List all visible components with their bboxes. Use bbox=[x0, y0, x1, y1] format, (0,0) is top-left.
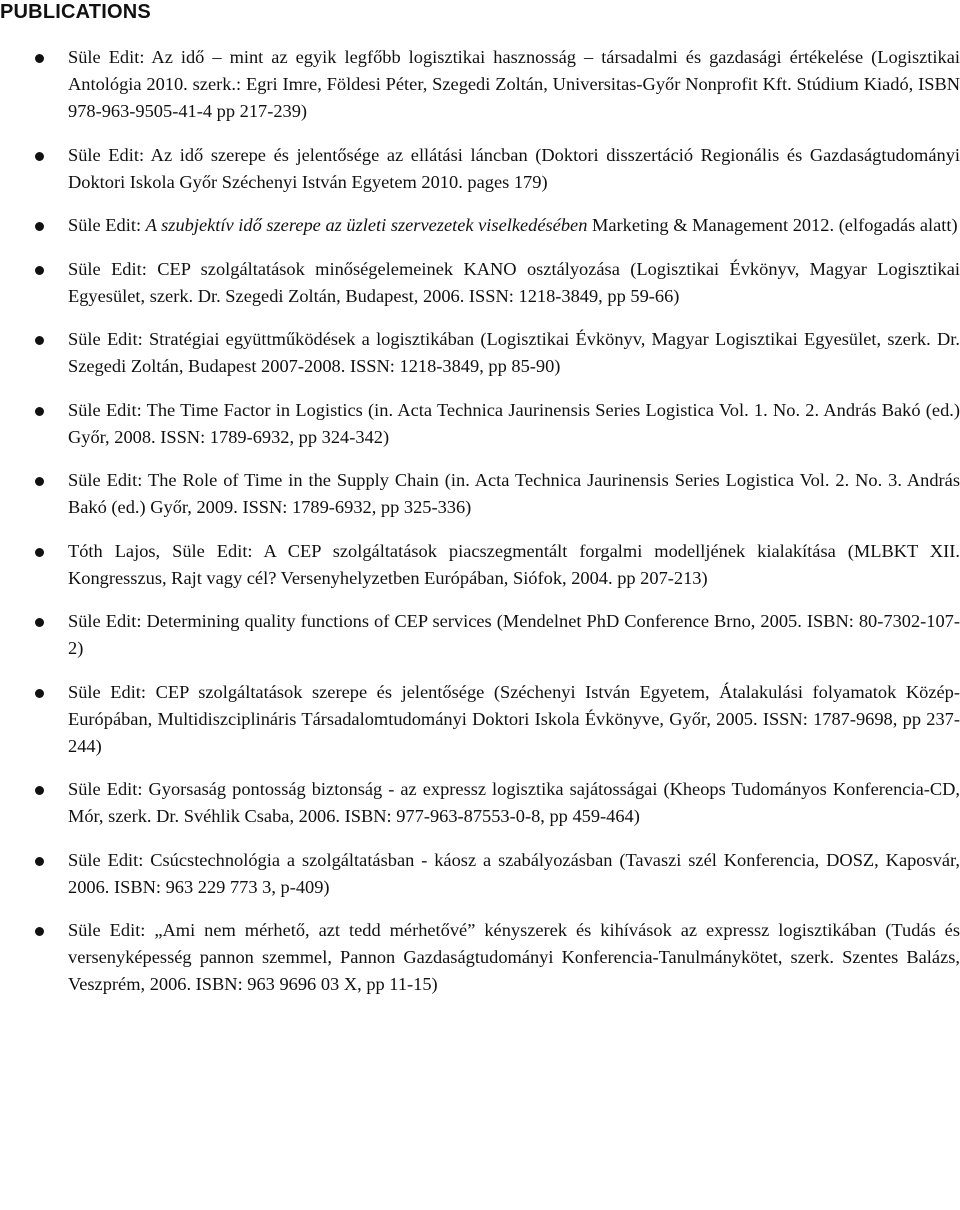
publication-text: Süle Edit: Az idő szerepe és jelentősége az ellátási láncban (Doktori disszertáció Regionális és Gazdaságtudományi Doktori Iskola Győr Széchenyi István Egyetem 2010. pages 179) bbox=[68, 144, 960, 192]
publication-text: Süle Edit: The Role of Time in the Supply Chain (in. Acta Technica Jaurinensis Series Logistica Vol. 2. No. 3. András Bakó (ed.) Győr, 2009. ISSN: 1789-6932, pp 325-336) bbox=[68, 470, 960, 517]
list-item bbox=[0, 776, 960, 830]
bullet-icon bbox=[35, 152, 44, 161]
publication-list bbox=[0, 44, 960, 1015]
list-item bbox=[0, 397, 960, 451]
bullet-icon bbox=[35, 266, 44, 275]
bullet-icon bbox=[35, 548, 44, 557]
list-item bbox=[0, 256, 960, 310]
list-item bbox=[0, 538, 960, 592]
list-item bbox=[0, 212, 960, 239]
page-title: PUBLICATIONS bbox=[0, 1, 151, 23]
bullet-icon bbox=[35, 222, 44, 231]
bullet-icon bbox=[35, 336, 44, 345]
publication-title-italic: A szubjektív idő szerepe az üzleti szervezetek viselkedésében bbox=[145, 215, 588, 235]
publication-text: Tóth Lajos, Süle Edit: A CEP szolgáltatások piacszegmentált forgalmi modelljének kialakítása (MLBKT XII. Kongresszus, Rajt vagy cél? Versenyhelyzetben Európában, Siófok, 2004. pp 207-213) bbox=[68, 540, 960, 588]
publication-text: Süle Edit: Determining quality functions of CEP services (Mendelnet PhD Conference Brno, 2005. ISBN: 80-7302-107-2) bbox=[68, 611, 960, 658]
publication-text: Süle Edit: CEP szolgáltatások minőségelemeinek KANO osztályozása (Logisztikai Évkönyv, Magyar Logisztikai Egyesület, szerk. Dr. Szegedi Zoltán, Budapest, 2006. ISSN: 1218-3849, pp 59-66) bbox=[68, 258, 960, 306]
bullet-icon bbox=[35, 477, 44, 486]
publication-text: Süle Edit: Az idő – mint az egyik legfőbb logisztikai hasznosság – társadalmi és gazdasági értékelése (Logisztikai Antológia 2010. szerk.: Egri Imre, Földesi Péter, Szegedi Zoltán, Universitas-Győr Nonprofit Kft. Stúdium Kiadó, ISBN 978-963-9505-41-4 pp 217-239) bbox=[68, 47, 960, 121]
publication-text: Süle Edit: Csúcstechnológia a szolgáltatásban - káosz a szabályozásban (Tavaszi szél Konferencia, DOSZ, Kaposvár, 2006. ISBN: 963 229 773 3, p-409) bbox=[68, 849, 960, 897]
list-item bbox=[0, 467, 960, 521]
publication-author: Süle Edit: bbox=[68, 215, 146, 235]
publication-text: Süle Edit: CEP szolgáltatások szerepe és jelentősége (Széchenyi István Egyetem, Átalakulási folyamatok Közép-Európában, Multidiszciplináris Társadalomtudományi Doktori Iskola Évkönyve, Győr, 2005. ISSN: 1787-9698, pp 237-244) bbox=[68, 681, 960, 756]
list-item bbox=[0, 44, 960, 125]
publication-text: Süle Edit: Stratégiai együttműködések a logisztikában (Logisztikai Évkönyv, Magyar Logisztikai Egyesület, szerk. Dr. Szegedi Zoltán, Budapest 2007-2008. ISSN: 1218-3849, pp 85-90) bbox=[68, 329, 960, 376]
publication-source: Marketing & Management 2012. (elfogadás alatt) bbox=[587, 215, 958, 235]
bullet-icon bbox=[35, 927, 44, 936]
list-item bbox=[0, 326, 960, 380]
list-item bbox=[0, 917, 960, 998]
list-item bbox=[0, 847, 960, 901]
publication-text: Süle Edit: „Ami nem mérhető, azt tedd mérhetővé” kényszerek és kihívások az expressz logisztikában (Tudás és versenyképesség pannon szemmel, Pannon Gazdaságtudományi Konferencia-Tanulmánykötet, szerk. Szentes Balázs, Veszprém, 2006. ISBN: 963 9696 03 X, pp 11-15) bbox=[68, 920, 960, 994]
list-item bbox=[0, 679, 960, 760]
publication-text: Süle Edit: Gyorsaság pontosság biztonság - az expressz logisztika sajátosságai (Kheops Tudományos Konferencia-CD, Mór, szerk. Dr. Svéhlik Csaba, 2006. ISBN: 977-963-87553-0-8, pp 459-464) bbox=[68, 779, 960, 826]
bullet-icon bbox=[35, 689, 44, 698]
publication-text: Süle Edit: The Time Factor in Logistics (in. Acta Technica Jaurinensis Series Logistica Vol. 1. No. 2. András Bakó (ed.) Győr, 2008. ISSN: 1789-6932, pp 324-342) bbox=[68, 399, 960, 447]
bullet-icon bbox=[35, 618, 44, 627]
bullet-icon bbox=[35, 407, 44, 416]
bullet-icon bbox=[35, 857, 44, 866]
bullet-icon bbox=[35, 786, 44, 795]
bullet-icon bbox=[35, 54, 44, 63]
list-item bbox=[0, 142, 960, 196]
list-item bbox=[0, 608, 960, 662]
